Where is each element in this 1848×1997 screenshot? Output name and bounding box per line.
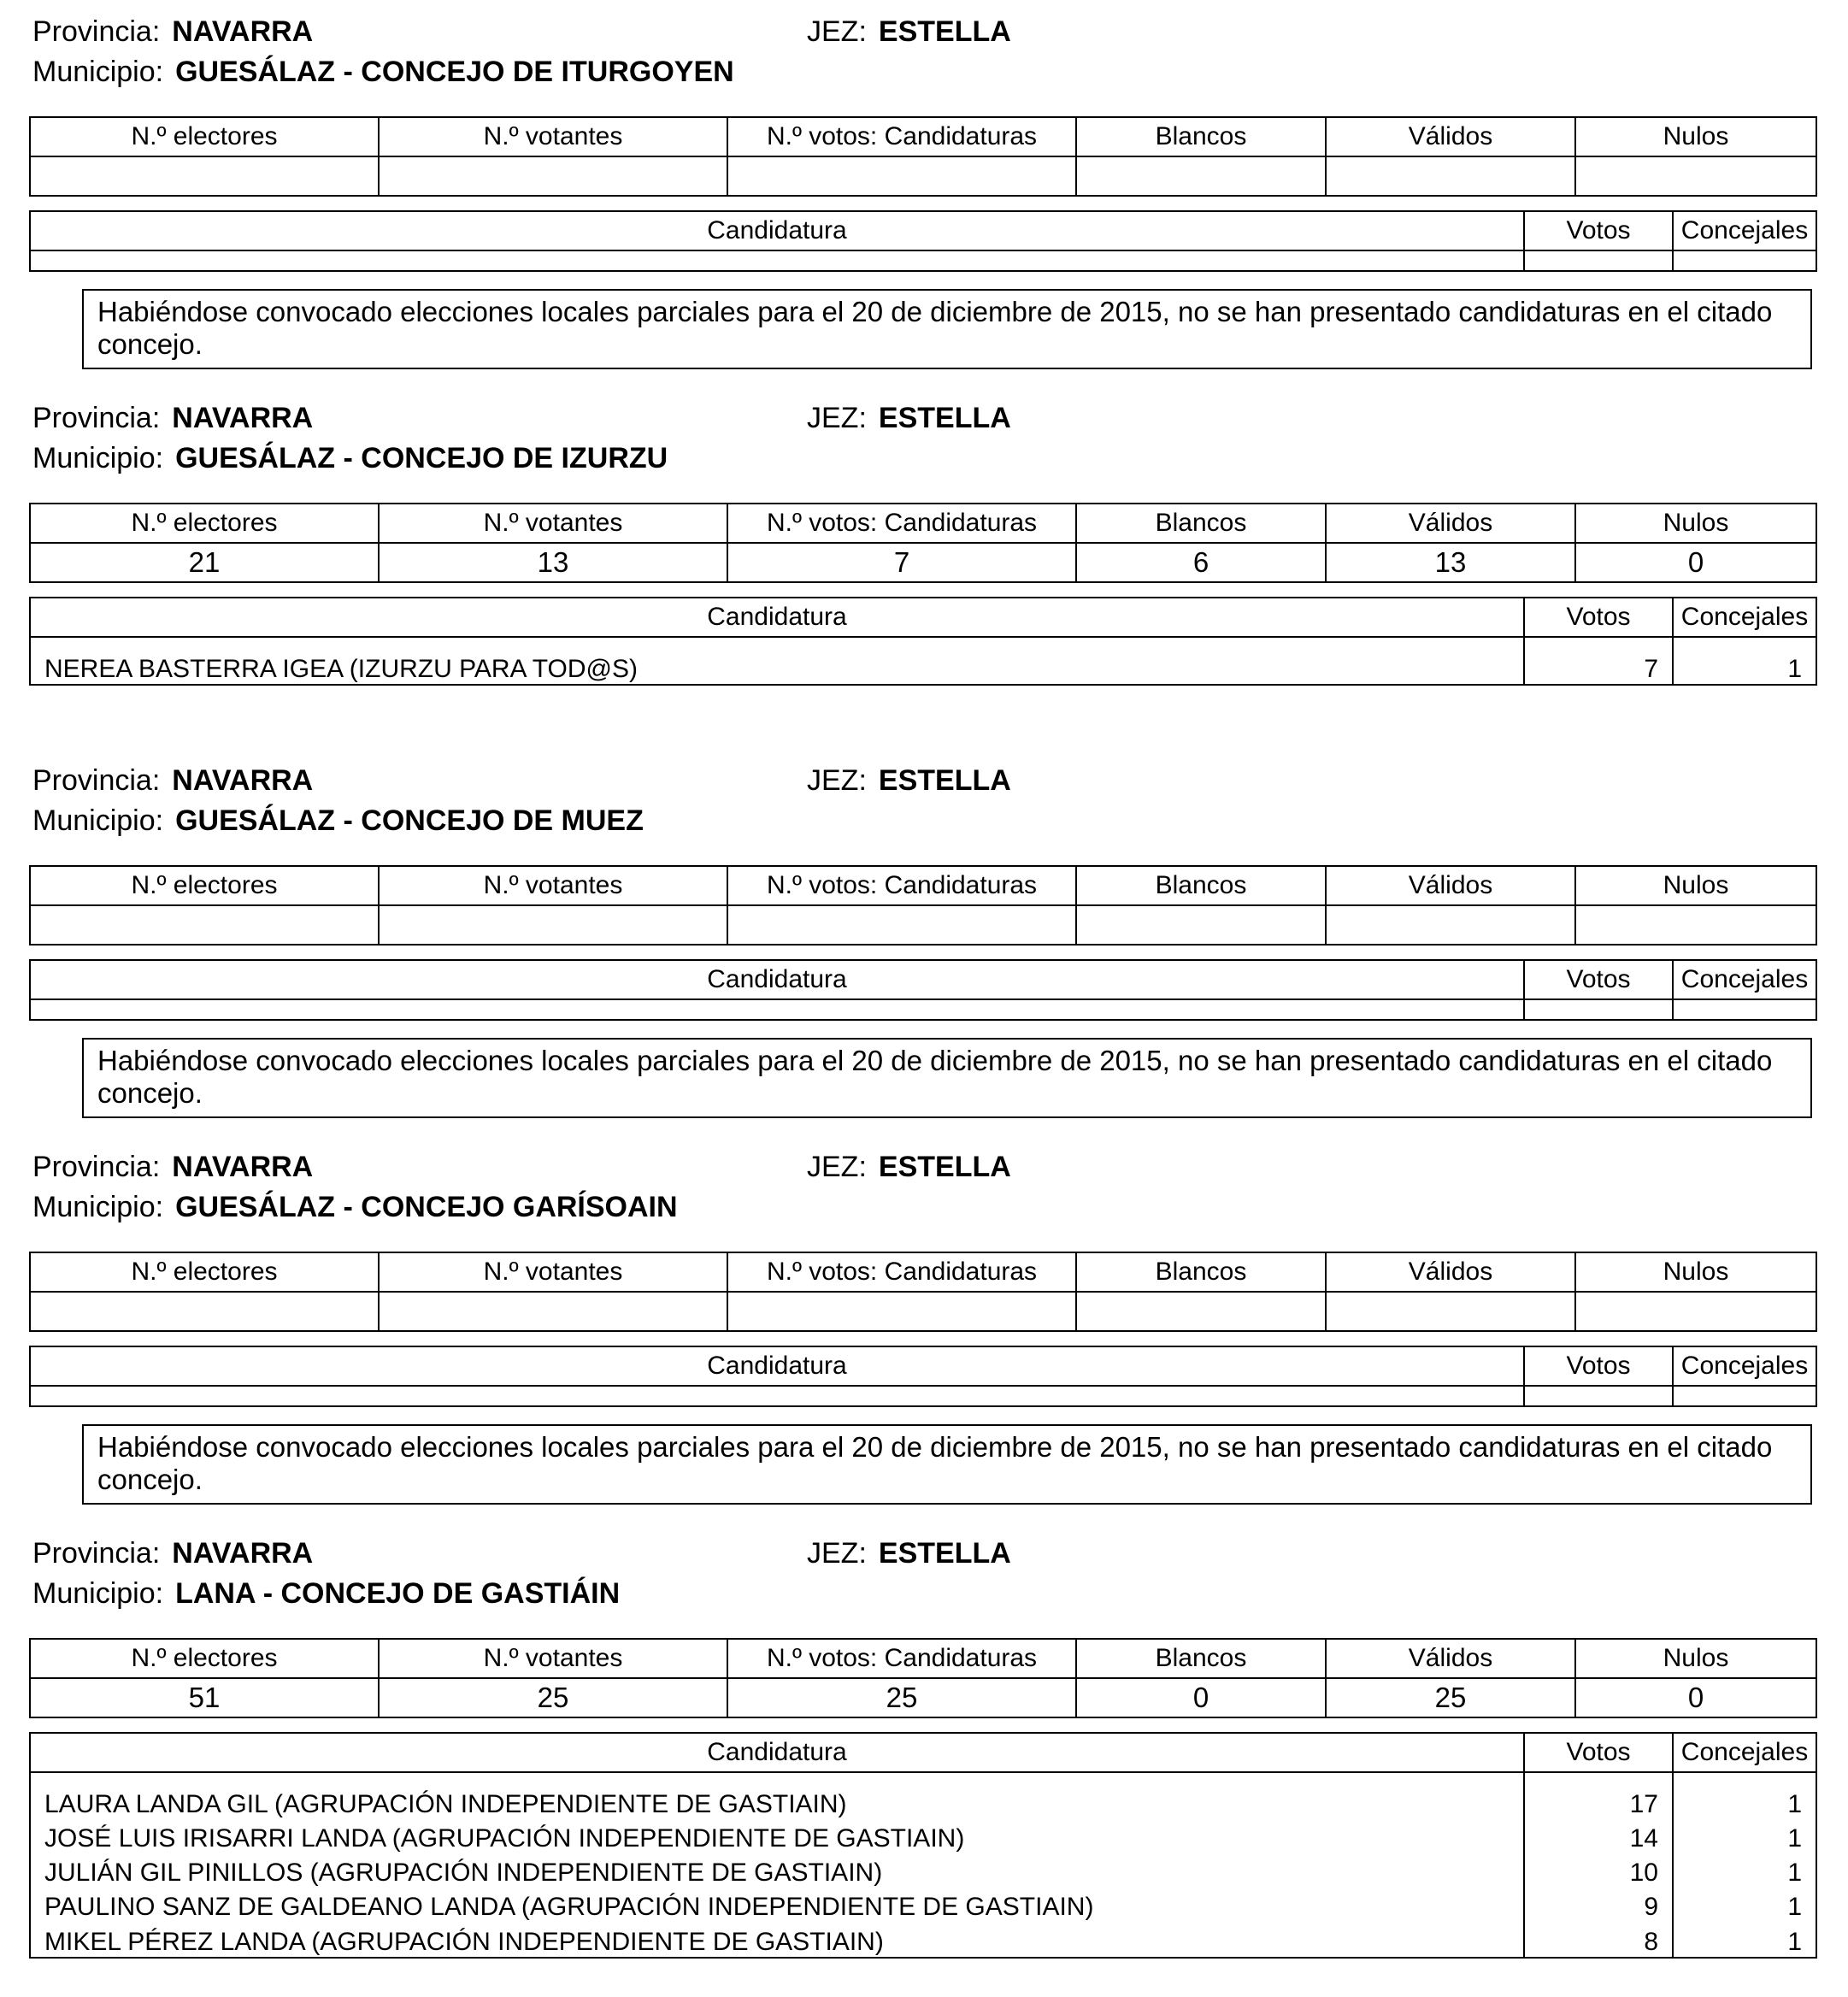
stats-value-row [30,905,1816,945]
col-concejales: Concejales [1673,211,1816,250]
candidato-concejales: 1 [1673,1922,1816,1958]
candidato-name: PAULINO SANZ DE GALDEANO LANDA (AGRUPACIÓN INDEPENDIENTE DE GASTIAIN) [30,1888,1524,1922]
col-votos-candidaturas: N.º votos: Candidaturas [727,1639,1076,1678]
votantes-value: 25 [379,1678,727,1717]
col-nulos: Nulos [1575,504,1816,543]
col-electores: N.º electores [30,1639,379,1678]
candidato-row [30,1922,1816,1958]
candidato-concejales: 1 [1673,1853,1816,1888]
col-candidatura: Candidatura [30,1733,1524,1772]
nulos-value [1575,905,1816,945]
stats-value-row [30,1292,1816,1331]
provincia-value: NAVARRA [172,1537,314,1570]
provincia-row [32,15,313,49]
jez-label: JEZ: [807,15,867,48]
provincia-value: NAVARRA [172,402,314,434]
col-blancos: Blancos [1076,1252,1326,1292]
col-validos: Válidos [1326,866,1575,905]
stats-table [29,503,1817,583]
candidato-row [30,1888,1816,1922]
jez-value: ESTELLA [878,764,1011,797]
municipio-row [32,441,668,475]
candidatura-empty-row [30,250,1816,271]
col-votos-candidaturas: N.º votos: Candidaturas [727,504,1076,543]
candidato-votos: 17 [1524,1772,1673,1819]
col-votos-candidaturas: N.º votos: Candidaturas [727,866,1076,905]
votos-candidaturas-value: 7 [727,543,1076,582]
votos-candidaturas-value [727,905,1076,945]
stats-table [29,1638,1817,1718]
votantes-value: 13 [379,543,727,582]
col-concejales: Concejales [1673,598,1816,637]
col-votos: Votos [1524,1346,1673,1386]
electores-value [30,905,379,945]
candidatura-header-row [30,1346,1816,1386]
nulos-value [1575,156,1816,196]
validos-value [1326,156,1575,196]
provincia-label: Provincia: [32,402,161,434]
provincia-label: Provincia: [32,15,161,48]
col-candidatura: Candidatura [30,960,1524,999]
electores-value [30,1292,379,1331]
candidatura-empty-row [30,999,1816,1020]
candidato-concejales: 1 [1673,637,1816,685]
nulos-value: 0 [1575,543,1816,582]
col-votantes: N.º votantes [379,1252,727,1292]
candidato-row [30,1853,1816,1888]
col-electores: N.º electores [30,117,379,156]
col-votos: Votos [1524,1733,1673,1772]
candidato-votos: 7 [1524,637,1673,685]
electores-value [30,156,379,196]
nulos-value: 0 [1575,1678,1816,1717]
col-blancos: Blancos [1076,504,1326,543]
col-votos: Votos [1524,960,1673,999]
stats-header-row [30,117,1816,156]
candidato-name: JULIÁN GIL PINILLOS (AGRUPACIÓN INDEPENDIENTE DE GASTIAIN) [30,1853,1524,1888]
jez-row [807,1536,1011,1570]
provincia-value: NAVARRA [172,15,314,48]
candidatura-table [29,1732,1817,1959]
col-nulos: Nulos [1575,866,1816,905]
stats-value-row [30,156,1816,196]
blancos-value [1076,1292,1326,1331]
col-votos-candidaturas: N.º votos: Candidaturas [727,117,1076,156]
votantes-value [379,905,727,945]
candidatura-header-row [30,598,1816,637]
candidato-name: JOSÉ LUIS IRISARRI LANDA (AGRUPACIÓN INDEPENDIENTE DE GASTIAIN) [30,1819,1524,1853]
candidato-votos: 14 [1524,1819,1673,1853]
nulos-value [1575,1292,1816,1331]
col-votos: Votos [1524,598,1673,637]
jez-value: ESTELLA [878,1537,1011,1570]
candidatura-empty-row [30,1386,1816,1406]
col-votantes: N.º votantes [379,117,727,156]
municipio-row [32,1576,620,1611]
provincia-value: NAVARRA [172,1151,314,1183]
col-concejales: Concejales [1673,1346,1816,1386]
provincia-row [32,401,313,435]
stats-header-row [30,1252,1816,1292]
provincia-row [32,763,313,798]
candidato-name: NEREA BASTERRA IGEA (IZURZU PARA TOD@S) [30,637,1524,685]
col-votos-candidaturas: N.º votos: Candidaturas [727,1252,1076,1292]
col-validos: Válidos [1326,117,1575,156]
no-candidaturas-note: Habiéndose convocado elecciones locales parciales para el 20 de diciembre de 2015, no se han presentado candidaturas en el citado concejo. [82,1424,1812,1505]
stats-header-row [30,504,1816,543]
blancos-value: 6 [1076,543,1326,582]
jez-row [807,763,1011,798]
municipio-label: Municipio: [32,1577,164,1610]
candidato-name: LAURA LANDA GIL (AGRUPACIÓN INDEPENDIENTE DE GASTIAIN) [30,1772,1524,1819]
municipio-value: GUESÁLAZ - CONCEJO DE MUEZ [175,804,644,837]
validos-value [1326,1292,1575,1331]
votos-candidaturas-value [727,156,1076,196]
candidato-concejales: 1 [1673,1888,1816,1922]
votantes-value [379,1292,727,1331]
blancos-value [1076,156,1326,196]
municipio-value: LANA - CONCEJO DE GASTIÁIN [175,1577,621,1610]
validos-value: 13 [1326,543,1575,582]
col-votantes: N.º votantes [379,866,727,905]
electores-value: 21 [30,543,379,582]
candidato-votos: 8 [1524,1922,1673,1958]
candidato-concejales: 1 [1673,1772,1816,1819]
validos-value [1326,905,1575,945]
candidato-row [30,1772,1816,1819]
blancos-value: 0 [1076,1678,1326,1717]
col-nulos: Nulos [1575,117,1816,156]
jez-value: ESTELLA [878,15,1011,48]
stats-header-row [30,1639,1816,1678]
jez-label: JEZ: [807,1537,867,1570]
municipio-label: Municipio: [32,442,164,474]
jez-value: ESTELLA [878,402,1011,434]
candidatura-header-row [30,960,1816,999]
candidatura-table [29,959,1817,1021]
jez-label: JEZ: [807,764,867,797]
provincia-row [32,1536,313,1570]
provincia-label: Provincia: [32,764,161,797]
col-electores: N.º electores [30,1252,379,1292]
col-nulos: Nulos [1575,1252,1816,1292]
stats-table [29,1252,1817,1332]
col-candidatura: Candidatura [30,1346,1524,1386]
candidato-concejales: 1 [1673,1819,1816,1853]
col-electores: N.º electores [30,504,379,543]
candidato-row [30,1819,1816,1853]
candidato-votos: 10 [1524,1853,1673,1888]
col-concejales: Concejales [1673,1733,1816,1772]
votos-candidaturas-value [727,1292,1076,1331]
col-blancos: Blancos [1076,117,1326,156]
no-candidaturas-note: Habiéndose convocado elecciones locales parciales para el 20 de diciembre de 2015, no se han presentado candidaturas en el citado concejo. [82,289,1812,369]
blancos-value [1076,905,1326,945]
jez-value: ESTELLA [878,1151,1011,1183]
municipio-label: Municipio: [32,56,164,88]
stats-table [29,116,1817,197]
col-validos: Válidos [1326,1252,1575,1292]
jez-label: JEZ: [807,1151,867,1183]
jez-row [807,401,1011,435]
col-votos: Votos [1524,211,1673,250]
col-electores: N.º electores [30,866,379,905]
col-candidatura: Candidatura [30,598,1524,637]
provincia-value: NAVARRA [172,764,314,797]
votos-candidaturas-value: 25 [727,1678,1076,1717]
stats-value-row [30,1678,1816,1717]
col-candidatura: Candidatura [30,211,1524,250]
candidato-row [30,637,1816,685]
jez-label: JEZ: [807,402,867,434]
col-blancos: Blancos [1076,1639,1326,1678]
municipio-label: Municipio: [32,1191,164,1223]
no-candidaturas-note: Habiéndose convocado elecciones locales parciales para el 20 de diciembre de 2015, no se han presentado candidaturas en el citado concejo. [82,1038,1812,1118]
col-votantes: N.º votantes [379,1639,727,1678]
stats-table [29,865,1817,945]
candidatura-table [29,1346,1817,1407]
col-validos: Válidos [1326,504,1575,543]
candidato-votos: 9 [1524,1888,1673,1922]
municipio-value: GUESÁLAZ - CONCEJO DE IZURZU [175,442,668,474]
provincia-label: Provincia: [32,1151,161,1183]
col-nulos: Nulos [1575,1639,1816,1678]
validos-value: 25 [1326,1678,1575,1717]
municipio-label: Municipio: [32,804,164,837]
col-votantes: N.º votantes [379,504,727,543]
stats-header-row [30,866,1816,905]
candidatura-header-row [30,211,1816,250]
candidatura-table [29,210,1817,272]
provincia-label: Provincia: [32,1537,161,1570]
candidato-name: MIKEL PÉREZ LANDA (AGRUPACIÓN INDEPENDIENTE DE GASTIAIN) [30,1922,1524,1958]
municipio-value: GUESÁLAZ - CONCEJO GARÍSOAIN [175,1191,678,1223]
municipio-row [32,804,644,838]
jez-row [807,1150,1011,1184]
candidatura-table [29,597,1817,686]
col-concejales: Concejales [1673,960,1816,999]
col-blancos: Blancos [1076,866,1326,905]
votantes-value [379,156,727,196]
provincia-row [32,1150,313,1184]
jez-row [807,15,1011,49]
municipio-value: GUESÁLAZ - CONCEJO DE ITURGOYEN [175,56,734,88]
col-validos: Válidos [1326,1639,1575,1678]
stats-value-row [30,543,1816,582]
candidatura-header-row [30,1733,1816,1772]
electores-value: 51 [30,1678,379,1717]
municipio-row [32,1190,678,1224]
municipio-row [32,55,734,89]
